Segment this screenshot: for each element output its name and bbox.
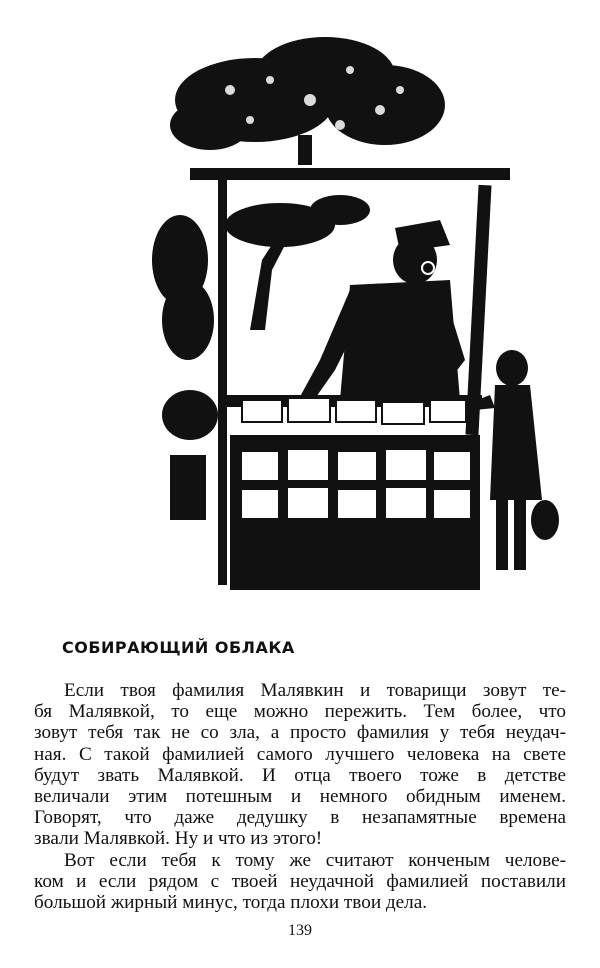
- section-title: СОБИРАЮЩИЙ ОБЛАКА: [62, 638, 295, 657]
- text-line: большой жирный минус, тогда плохи твои дела.: [34, 892, 428, 914]
- text-line: величали этим потешным и немного обидным именем.: [34, 786, 566, 808]
- text-line: звали Малявкой. Ну и что из этого!: [34, 828, 323, 850]
- body-text: [34, 680, 566, 913]
- page-number: 139: [288, 922, 312, 939]
- kiosk-roof: [190, 168, 510, 180]
- text-line: Вот если тебя к тому же считают конченым челове-: [64, 849, 566, 871]
- vendor-figure-icon: [290, 220, 465, 420]
- text-line: будут звать Малявкой. И отца твоего тоже в детстве: [34, 764, 566, 786]
- newsstand-illustration-icon: [150, 30, 570, 590]
- text-line: ная. С такой фамилией самого лучшего человека на свете: [34, 743, 566, 765]
- text-line: ком и если рядом с твоей неудачной фамилией поставили: [34, 870, 566, 892]
- text-line: зовут тебя так не со зла, а просто фамилия у тебя неудач-: [34, 722, 566, 744]
- text-line: бя Малявкой, то еще можно пережить. Тем более, что: [34, 701, 566, 723]
- text-line: Говорят, что даже дедушку в незапамятные времена: [34, 807, 566, 829]
- boy-figure-icon: [472, 350, 559, 570]
- text-line: Если твоя фамилия Малявкин и товарищи зовут те-: [64, 680, 566, 701]
